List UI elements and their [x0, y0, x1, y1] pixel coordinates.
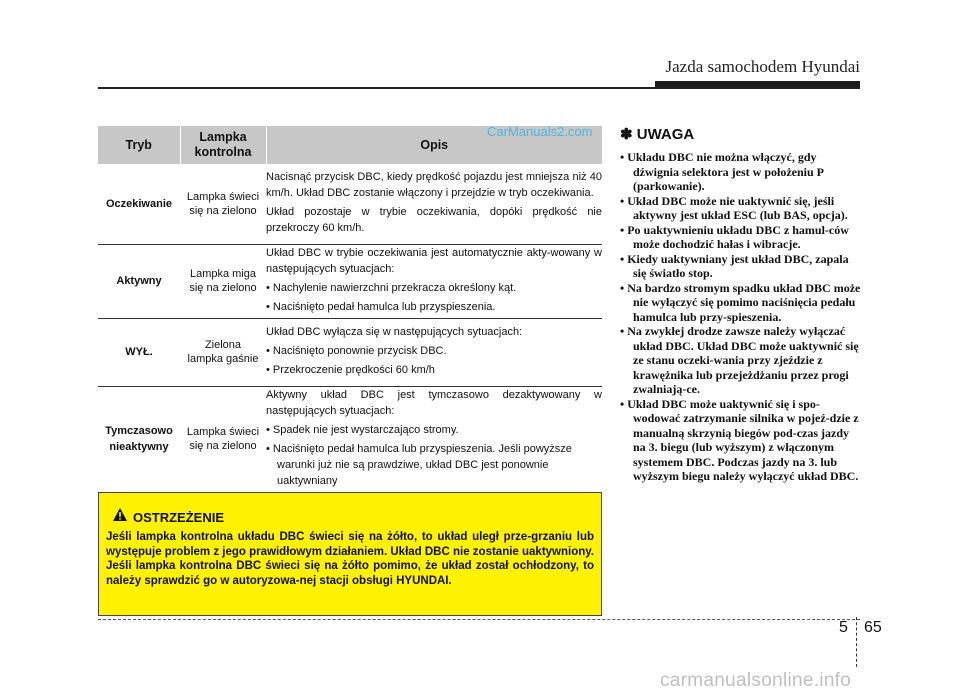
mode-label: Aktywny: [116, 275, 162, 287]
header-lamp: [180, 126, 266, 164]
header-lamp-line2: kontrolna: [194, 145, 252, 159]
table-row: [98, 164, 602, 244]
note-list: [618, 150, 863, 484]
lamp-line2: lampka gaśnie: [187, 353, 259, 365]
section-title: Jazda samochodem Hyundai: [665, 57, 860, 76]
page-number: 65: [864, 619, 882, 636]
lamp-line2: się na zielono: [189, 204, 257, 217]
list-item: • Na bardzo stromym spadku układ DBC może nie wyłączyć się pomimo naciśnięcia pedału hamulca lub przy-spieszenia.: [620, 280, 861, 324]
lamp-line1: Zielona: [204, 339, 242, 351]
desc-bullet: • Naciśnięto ponownie przycisk DBC.: [266, 344, 447, 357]
list-item: • Na zwykłej drodze zawsze należy wyłączać układ DBC. Układ DBC może uaktywnić się ze stanu oczeki-wania przy zjeździe z krawężnika lub przejeżdżaniu przez progi zwalniają-ce.: [620, 324, 859, 396]
mode-label-line2: nieaktywny: [109, 441, 169, 453]
lamp-line1: Lampka miga: [189, 268, 257, 280]
list-item: • Po uaktywnieniu układu DBC z hamul-ców może dochodzić hałas i wibracje.: [620, 222, 849, 251]
warning-text: Jeśli lampka kontrolna układu DBC świeci się na żółto, to układ uległ prze-grzaniu lub występuje problem z jego prawidłowym działaniem. Układ DBC nie zostanie uaktywniony. Jeśli lampka kontrolna DBC świeci się na żółto pomimo, że układ został ochłodzony, to należy sprawdzić go w autoryzowa-nej stacji obsługi HYUNDAI.: [106, 531, 594, 587]
lamp-cell: [180, 244, 266, 318]
warning-box: [98, 492, 602, 616]
desc-text: Układ DBC w trybie oczekiwania jest automatycznie akty-wowany w następujących sytuacjach:: [266, 246, 602, 275]
desc-bullet: • Przekroczenie prędkości 60 km/h: [266, 363, 435, 376]
mode-cell: [98, 244, 180, 318]
list-item: • Układ DBC może uaktywnić się i spo-wodować zatrzymanie silnika w pojeź-dzie z manualną skrzynią biegów pod-czas jazdy na 3. biegu (lub wyższym) z włączonym systemem DBC. Podczas jazdy na 3. lub wyższym biegu należy wyłączyć układ DBC.: [620, 396, 859, 483]
page-divider: [856, 617, 858, 667]
desc-text: Aktywny układ DBC jest tymczasowo dezaktywowany w następujących sytuacjach:: [266, 388, 602, 417]
warning-title: OSTRZEŻENIE: [133, 510, 225, 525]
lamp-cell: [180, 164, 266, 244]
mode-cell: [98, 318, 180, 386]
footer-rule: [98, 619, 860, 620]
desc-bullet: • Nachylenie nawierzchni przekracza określony kąt.: [266, 281, 517, 294]
table-row: [98, 386, 602, 492]
dbc-modes-table: [98, 126, 602, 493]
desc-bullet: • Naciśnięto pedał hamulca lub przyspieszenia. Jeśli powyższe warunki już nie są prawdziwe, układ DBC jest ponownie uaktywniany: [266, 442, 572, 487]
lamp-line2: się na zielono: [189, 282, 257, 294]
mode-label: Oczekiwanie: [105, 197, 173, 210]
desc-cell: [266, 318, 602, 386]
note-title: ✽ UWAGA: [620, 126, 695, 143]
list-item: • Układu DBC nie można włączyć, gdy dźwignia selektora jest w położeniu P (parkowanie).: [620, 150, 824, 193]
mode-cell: [98, 386, 180, 492]
section-number: 5: [839, 619, 848, 636]
desc-cell: [266, 164, 602, 244]
desc-cell: [266, 244, 602, 318]
warning-triangle-icon: [112, 507, 128, 527]
list-item: • Kiedy uaktywniany jest układ DBC, zapala się światło stop.: [620, 251, 849, 280]
desc-text: Nacisnąć przycisk DBC, kiedy prędkość pojazdu jest mniejsza niż 40 km/h. Układ DBC zostanie włączony i przejdzie w tryb oczekiwania.: [266, 170, 602, 199]
watermark-footer[interactable]: carmanualsonline.info: [660, 670, 852, 691]
desc-bullet: • Spadek nie jest wystarczająco stromy.: [266, 423, 459, 436]
mode-cell: [98, 164, 180, 244]
watermark-link[interactable]: CarManuals2.com: [487, 124, 593, 139]
desc-text: Układ pozostaje w trybie oczekiwania, dopóki prędkość nie przekroczy 60 km/h.: [266, 205, 602, 234]
lamp-line2: się na zielono: [189, 440, 257, 452]
header-mode: Tryb: [98, 126, 180, 164]
lamp-line1: Lampka świeci: [186, 426, 260, 438]
mode-label: WYŁ.: [125, 346, 153, 358]
lamp-line1: Lampka świeci: [186, 190, 260, 203]
header-rule: [98, 87, 860, 89]
header-desc: Opis: [266, 126, 602, 164]
desc-text: Układ DBC wyłącza się w następujących sytuacjach:: [266, 325, 523, 338]
list-item: • Układ DBC może nie uaktywnić się, jeśli aktywny jest układ ESC (lub BAS, opcja).: [620, 193, 848, 222]
table-row: [98, 318, 602, 386]
mode-label: Tymczasowo: [105, 425, 173, 437]
desc-bullet: • Naciśnięto pedał hamulca lub przyspieszenia.: [266, 300, 496, 313]
table-row: [98, 244, 602, 318]
header-lamp-line1: Lampka: [199, 130, 247, 144]
desc-cell: [266, 386, 602, 492]
lamp-cell: [180, 386, 266, 492]
lamp-cell: [180, 318, 266, 386]
